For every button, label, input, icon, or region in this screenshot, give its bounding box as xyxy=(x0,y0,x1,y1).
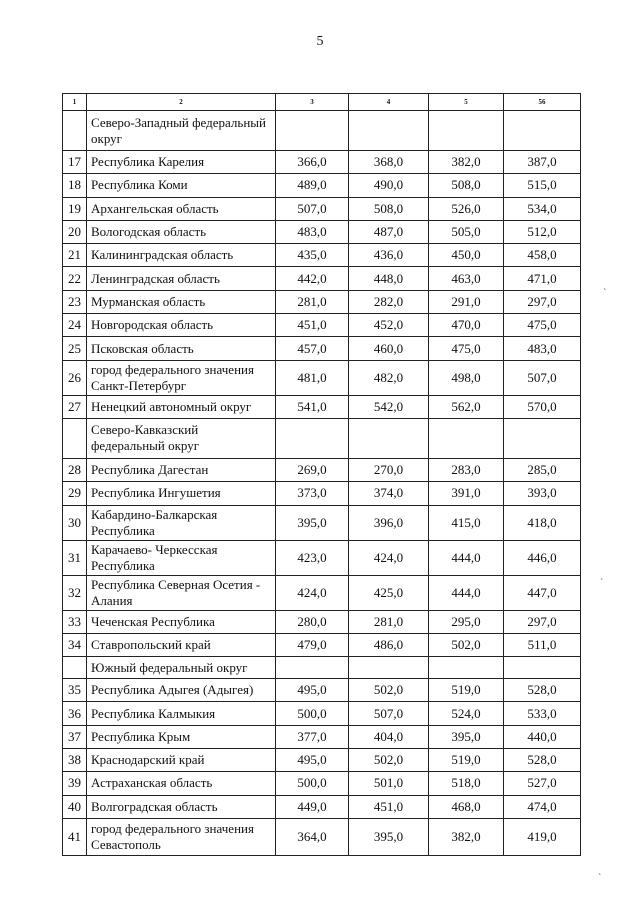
value-cell: 269,0 xyxy=(276,458,349,481)
region-name: Мурманская область xyxy=(87,290,276,313)
value-cell: 507,0 xyxy=(349,702,429,725)
value-cell: 450,0 xyxy=(429,244,504,267)
value-cell: 449,0 xyxy=(276,795,349,818)
region-name: Кабардино-Балкарская Республика xyxy=(87,505,276,540)
value-cell: 444,0 xyxy=(429,575,504,610)
table-row xyxy=(63,395,581,418)
value-cell: 542,0 xyxy=(349,395,429,418)
region-name: Вологодская область xyxy=(87,220,276,243)
value-cell: 489,0 xyxy=(276,174,349,197)
row-number: 33 xyxy=(63,610,87,633)
value-cell: 501,0 xyxy=(349,772,429,795)
value-cell: 458,0 xyxy=(504,244,581,267)
value-cell: 500,0 xyxy=(276,772,349,795)
region-name: Архангельская область xyxy=(87,197,276,220)
value-cell: 483,0 xyxy=(276,220,349,243)
value-cell: 500,0 xyxy=(276,702,349,725)
table-row xyxy=(63,633,581,656)
region-name: Волгоградская область xyxy=(87,795,276,818)
row-number: 20 xyxy=(63,220,87,243)
value-cell: 505,0 xyxy=(429,220,504,243)
value-cell: 281,0 xyxy=(349,610,429,633)
region-name: Ставропольский край xyxy=(87,633,276,656)
value-cell: 424,0 xyxy=(276,575,349,610)
value-cell: 281,0 xyxy=(276,290,349,313)
value-cell: 436,0 xyxy=(349,244,429,267)
value-cell: 404,0 xyxy=(349,725,429,748)
value-cell: 270,0 xyxy=(349,458,429,481)
value-cell: 395,0 xyxy=(429,725,504,748)
table-body xyxy=(63,111,581,856)
value-cell: 435,0 xyxy=(276,244,349,267)
row-number xyxy=(63,657,87,679)
value-cell: 368,0 xyxy=(349,151,429,174)
value-cell: 502,0 xyxy=(349,679,429,702)
value-cell: 447,0 xyxy=(504,575,581,610)
table-row xyxy=(63,337,581,360)
row-number: 39 xyxy=(63,772,87,795)
value-cell: 507,0 xyxy=(504,360,581,395)
header-col-3: 3 xyxy=(276,94,349,111)
value-cell: 440,0 xyxy=(504,725,581,748)
row-number: 22 xyxy=(63,267,87,290)
value-cell: 481,0 xyxy=(276,360,349,395)
value-cell: 291,0 xyxy=(429,290,504,313)
value-cell: 527,0 xyxy=(504,772,581,795)
region-name: Новгородская область xyxy=(87,314,276,337)
value-cell: 512,0 xyxy=(504,220,581,243)
empty-cell xyxy=(429,418,504,458)
value-cell: 515,0 xyxy=(504,174,581,197)
value-cell: 498,0 xyxy=(429,360,504,395)
value-cell: 382,0 xyxy=(429,151,504,174)
region-name: Республика Адыгея (Адыгея) xyxy=(87,679,276,702)
value-cell: 507,0 xyxy=(276,197,349,220)
value-cell: 502,0 xyxy=(349,749,429,772)
value-cell: 508,0 xyxy=(429,174,504,197)
empty-cell xyxy=(429,111,504,151)
district-row xyxy=(63,111,581,151)
value-cell: 424,0 xyxy=(349,540,429,575)
value-cell: 446,0 xyxy=(504,540,581,575)
value-cell: 393,0 xyxy=(504,482,581,505)
value-cell: 391,0 xyxy=(429,482,504,505)
row-number: 32 xyxy=(63,575,87,610)
district-name: Южный федеральный округ xyxy=(87,657,276,679)
header-col-1: 1 xyxy=(63,94,87,111)
row-number: 29 xyxy=(63,482,87,505)
value-cell: 297,0 xyxy=(504,290,581,313)
row-number: 25 xyxy=(63,337,87,360)
table-row xyxy=(63,151,581,174)
value-cell: 451,0 xyxy=(276,314,349,337)
value-cell: 528,0 xyxy=(504,749,581,772)
margin-mark: ` xyxy=(603,288,607,299)
region-name: Республика Крым xyxy=(87,725,276,748)
value-cell: 490,0 xyxy=(349,174,429,197)
row-number: 17 xyxy=(63,151,87,174)
table-row xyxy=(63,220,581,243)
value-cell: 460,0 xyxy=(349,337,429,360)
page-number: 5 xyxy=(316,34,324,49)
value-cell: 541,0 xyxy=(276,395,349,418)
row-number: 38 xyxy=(63,749,87,772)
region-name: Республика Ингушетия xyxy=(87,482,276,505)
table-row xyxy=(63,458,581,481)
region-name: Ленинградская область xyxy=(87,267,276,290)
region-name: Республика Коми xyxy=(87,174,276,197)
row-number: 34 xyxy=(63,633,87,656)
table-header xyxy=(63,94,581,111)
header-row xyxy=(63,94,581,111)
value-cell: 395,0 xyxy=(276,505,349,540)
value-cell: 442,0 xyxy=(276,267,349,290)
table-row xyxy=(63,725,581,748)
table-row xyxy=(63,360,581,395)
empty-cell xyxy=(349,418,429,458)
data-table xyxy=(62,93,581,856)
table-row xyxy=(63,505,581,540)
value-cell: 508,0 xyxy=(349,197,429,220)
district-row xyxy=(63,657,581,679)
table-row xyxy=(63,795,581,818)
region-name: Республика Дагестан xyxy=(87,458,276,481)
row-number: 23 xyxy=(63,290,87,313)
row-number: 24 xyxy=(63,314,87,337)
value-cell: 475,0 xyxy=(429,337,504,360)
region-name: Псковская область xyxy=(87,337,276,360)
value-cell: 297,0 xyxy=(504,610,581,633)
empty-cell xyxy=(504,418,581,458)
value-cell: 452,0 xyxy=(349,314,429,337)
value-cell: 451,0 xyxy=(349,795,429,818)
value-cell: 475,0 xyxy=(504,314,581,337)
value-cell: 528,0 xyxy=(504,679,581,702)
empty-cell xyxy=(504,657,581,679)
table-row xyxy=(63,290,581,313)
header-col-4: 4 xyxy=(349,94,429,111)
table-row xyxy=(63,244,581,267)
table-row xyxy=(63,749,581,772)
table-row xyxy=(63,174,581,197)
empty-cell xyxy=(504,111,581,151)
row-number: 30 xyxy=(63,505,87,540)
district-row xyxy=(63,418,581,458)
value-cell: 534,0 xyxy=(504,197,581,220)
empty-cell xyxy=(276,418,349,458)
value-cell: 282,0 xyxy=(349,290,429,313)
value-cell: 474,0 xyxy=(504,795,581,818)
value-cell: 374,0 xyxy=(349,482,429,505)
value-cell: 470,0 xyxy=(429,314,504,337)
row-number: 21 xyxy=(63,244,87,267)
row-number xyxy=(63,418,87,458)
table-row xyxy=(63,575,581,610)
value-cell: 533,0 xyxy=(504,702,581,725)
row-number: 28 xyxy=(63,458,87,481)
empty-cell xyxy=(349,111,429,151)
region-name: Республика Карелия xyxy=(87,151,276,174)
row-number xyxy=(63,111,87,151)
region-name: Республика Калмыкия xyxy=(87,702,276,725)
margin-mark: ` xyxy=(598,873,602,884)
value-cell: 570,0 xyxy=(504,395,581,418)
table-row xyxy=(63,818,581,855)
header-col-5: 5 xyxy=(429,94,504,111)
value-cell: 487,0 xyxy=(349,220,429,243)
margin-mark: ` xyxy=(600,578,604,589)
value-cell: 495,0 xyxy=(276,749,349,772)
value-cell: 395,0 xyxy=(349,818,429,855)
table-row xyxy=(63,197,581,220)
value-cell: 519,0 xyxy=(429,679,504,702)
value-cell: 448,0 xyxy=(349,267,429,290)
row-number: 31 xyxy=(63,540,87,575)
row-number: 41 xyxy=(63,818,87,855)
value-cell: 295,0 xyxy=(429,610,504,633)
region-name: Калининградская область xyxy=(87,244,276,267)
row-number: 37 xyxy=(63,725,87,748)
value-cell: 423,0 xyxy=(276,540,349,575)
value-cell: 562,0 xyxy=(429,395,504,418)
value-cell: 396,0 xyxy=(349,505,429,540)
value-cell: 486,0 xyxy=(349,633,429,656)
value-cell: 382,0 xyxy=(429,818,504,855)
value-cell: 425,0 xyxy=(349,575,429,610)
region-name: город федерального значения Санкт-Петербург xyxy=(87,360,276,395)
header-col-2: 2 xyxy=(87,94,276,111)
table-row xyxy=(63,267,581,290)
value-cell: 519,0 xyxy=(429,749,504,772)
value-cell: 364,0 xyxy=(276,818,349,855)
row-number: 35 xyxy=(63,679,87,702)
row-number: 26 xyxy=(63,360,87,395)
table-row xyxy=(63,772,581,795)
value-cell: 463,0 xyxy=(429,267,504,290)
value-cell: 511,0 xyxy=(504,633,581,656)
value-cell: 457,0 xyxy=(276,337,349,360)
table-row xyxy=(63,314,581,337)
value-cell: 285,0 xyxy=(504,458,581,481)
table-row xyxy=(63,702,581,725)
district-name: Северо-Кавказский федеральный округ xyxy=(87,418,276,458)
value-cell: 482,0 xyxy=(349,360,429,395)
empty-cell xyxy=(276,657,349,679)
value-cell: 415,0 xyxy=(429,505,504,540)
value-cell: 283,0 xyxy=(429,458,504,481)
region-name: Астраханская область xyxy=(87,772,276,795)
table-row xyxy=(63,540,581,575)
table-row xyxy=(63,482,581,505)
value-cell: 479,0 xyxy=(276,633,349,656)
table-row xyxy=(63,679,581,702)
row-number: 18 xyxy=(63,174,87,197)
region-name: Краснодарский край xyxy=(87,749,276,772)
value-cell: 419,0 xyxy=(504,818,581,855)
value-cell: 526,0 xyxy=(429,197,504,220)
region-name: Ненецкий автономный округ xyxy=(87,395,276,418)
empty-cell xyxy=(349,657,429,679)
value-cell: 524,0 xyxy=(429,702,504,725)
region-name: Республика Северная Осетия - Алания xyxy=(87,575,276,610)
value-cell: 366,0 xyxy=(276,151,349,174)
value-cell: 495,0 xyxy=(276,679,349,702)
region-name: город федерального значения Севастополь xyxy=(87,818,276,855)
value-cell: 280,0 xyxy=(276,610,349,633)
empty-cell xyxy=(429,657,504,679)
header-col-6: 56 xyxy=(504,94,581,111)
table-row xyxy=(63,610,581,633)
value-cell: 377,0 xyxy=(276,725,349,748)
value-cell: 444,0 xyxy=(429,540,504,575)
value-cell: 483,0 xyxy=(504,337,581,360)
row-number: 27 xyxy=(63,395,87,418)
value-cell: 418,0 xyxy=(504,505,581,540)
empty-cell xyxy=(276,111,349,151)
district-name: Северо-Западный федеральный округ xyxy=(87,111,276,151)
value-cell: 468,0 xyxy=(429,795,504,818)
value-cell: 518,0 xyxy=(429,772,504,795)
value-cell: 373,0 xyxy=(276,482,349,505)
region-name: Чеченская Республика xyxy=(87,610,276,633)
value-cell: 502,0 xyxy=(429,633,504,656)
value-cell: 471,0 xyxy=(504,267,581,290)
region-name: Карачаево- Черкесская Республика xyxy=(87,540,276,575)
value-cell: 387,0 xyxy=(504,151,581,174)
row-number: 19 xyxy=(63,197,87,220)
row-number: 36 xyxy=(63,702,87,725)
row-number: 40 xyxy=(63,795,87,818)
